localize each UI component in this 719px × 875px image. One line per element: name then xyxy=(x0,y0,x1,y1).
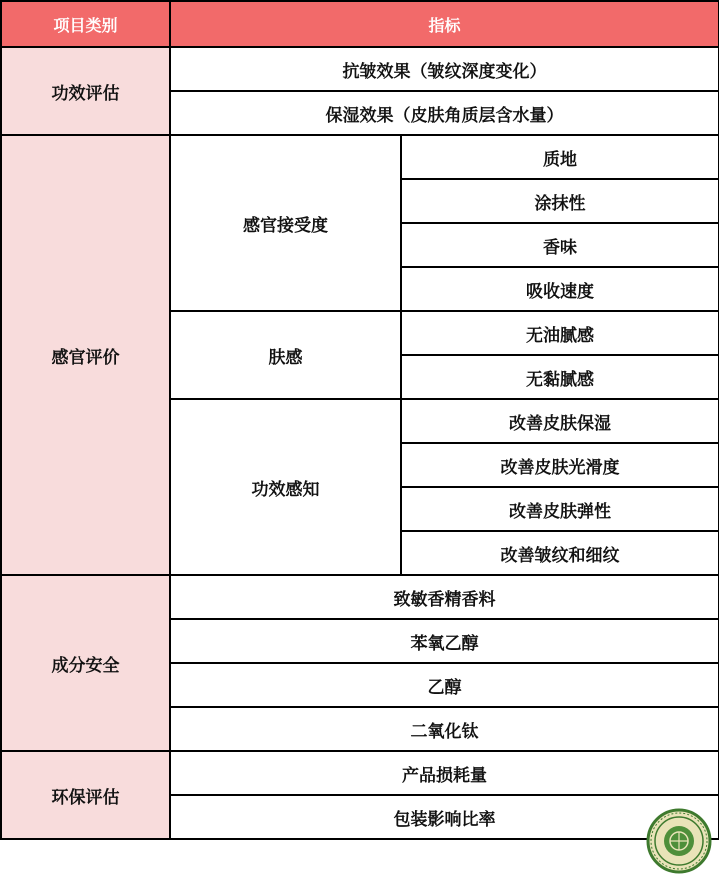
indicator-cell: 涂抹性 xyxy=(401,179,719,223)
table-row xyxy=(1,751,719,795)
indicator-cell: 苯氧乙醇 xyxy=(170,619,719,663)
indicator-cell: 质地 xyxy=(401,135,719,179)
indicator-cell: 无油腻感 xyxy=(401,311,719,355)
table-row xyxy=(1,575,719,619)
indicator-cell: 改善皮肤弹性 xyxy=(401,487,719,531)
indicator-cell: 乙醇 xyxy=(170,663,719,707)
subgroup-cell: 感官接受度 xyxy=(170,135,401,311)
indicator-cell: 吸收速度 xyxy=(401,267,719,311)
header-indicator: 指标 xyxy=(170,1,719,47)
indicator-cell: 产品损耗量 xyxy=(170,751,719,795)
indicator-cell: 无黏腻感 xyxy=(401,355,719,399)
green-circular-seal-icon xyxy=(646,808,712,874)
category-environment: 环保评估 xyxy=(1,751,170,839)
category-safety: 成分安全 xyxy=(1,575,170,751)
indicator-cell: 抗皱效果（皱纹深度变化） xyxy=(170,47,719,91)
indicator-cell: 香味 xyxy=(401,223,719,267)
indicator-cell: 二氧化钛 xyxy=(170,707,719,751)
indicator-cell: 包装影响比率 xyxy=(170,795,719,839)
category-efficacy: 功效评估 xyxy=(1,47,170,135)
subgroup-cell: 功效感知 xyxy=(170,399,401,575)
indicator-cell: 致敏香精香料 xyxy=(170,575,719,619)
indicator-cell: 保湿效果（皮肤角质层含水量） xyxy=(170,91,719,135)
category-sensory: 感官评价 xyxy=(1,135,170,575)
header-row xyxy=(1,1,719,47)
indicator-cell: 改善皱纹和细纹 xyxy=(401,531,719,575)
indicator-cell: 改善皮肤光滑度 xyxy=(401,443,719,487)
header-category: 项目类别 xyxy=(1,1,170,47)
subgroup-cell: 肤感 xyxy=(170,311,401,399)
table-row xyxy=(1,47,719,91)
indicator-cell: 改善皮肤保湿 xyxy=(401,399,719,443)
table-row xyxy=(1,135,719,179)
